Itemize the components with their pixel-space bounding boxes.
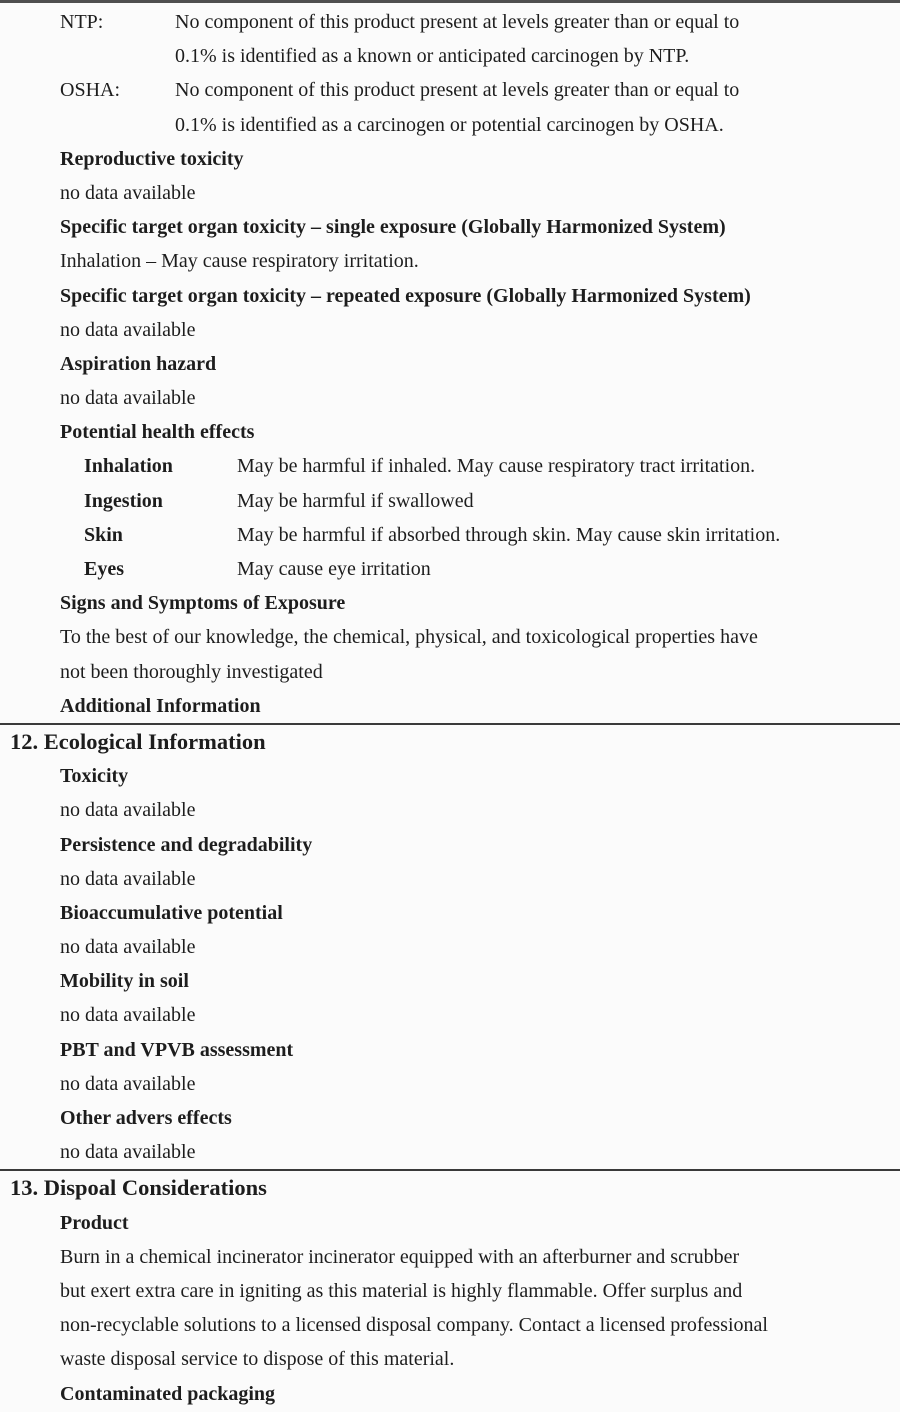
effect-row (0, 552, 900, 586)
line-text: Burn in a chemical incinerator incinerator equipped with an afterburner and scrubber (60, 1245, 740, 1268)
body-line (0, 930, 900, 964)
line-text: To the best of our knowledge, the chemical, physical, and toxicological properties have (60, 626, 758, 649)
subsection-heading (0, 586, 900, 620)
line-text: Contaminated packaging (60, 1382, 276, 1405)
line-text: 12. Ecological Information (10, 728, 266, 754)
line-text: Specific target organ toxicity – repeated exposure (Globally Harmonized System) (60, 284, 751, 307)
line-text: May be harmful if swallowed (237, 489, 474, 512)
effect-row (0, 449, 900, 483)
subsection-heading (0, 828, 900, 862)
body-line (0, 655, 900, 689)
line-text: no data available (60, 799, 196, 822)
line-text: Aspiration hazard (60, 352, 217, 375)
line-text: May cause eye irritation (237, 558, 431, 580)
line-text: Specific target organ toxicity – single exposure (Globally Harmonized System) (60, 216, 726, 239)
line-text: No component of this product present at levels greater than or equal to (175, 79, 740, 102)
line-text: May be harmful if absorbed through skin. May cause skin irritation. (237, 523, 781, 546)
effect-label: Skin (84, 523, 123, 546)
body-line (0, 1067, 900, 1101)
subsection-heading (0, 1206, 900, 1240)
body-line (0, 1274, 900, 1308)
line-text: Persistence and degradability (60, 833, 313, 856)
effect-label: Eyes (84, 558, 124, 580)
subsection-heading (0, 142, 900, 176)
subsection-heading (0, 210, 900, 244)
body-line (0, 862, 900, 896)
section-heading (0, 725, 900, 759)
line-text: 0.1% is identified as a known or anticipated carcinogen by NTP. (175, 45, 690, 68)
subsection-heading (0, 1033, 900, 1067)
line-text: Mobility in soil (60, 970, 189, 993)
line-text: no data available (60, 1141, 196, 1164)
line-text: no data available (60, 1004, 196, 1027)
line-text: 0.1% is identified as a carcinogen or potential carcinogen by OSHA. (175, 113, 724, 136)
line-text: PBT and VPVB assessment (60, 1038, 294, 1061)
line-text: but exert extra care in igniting as this material is highly flammable. Offer surplus and (60, 1279, 743, 1302)
body-line (0, 1240, 900, 1274)
section-heading (0, 1171, 900, 1205)
line-text: Additional Information (60, 694, 261, 717)
line-text: no data available (60, 181, 196, 204)
subsection-heading (0, 689, 900, 723)
line-text: no data available (60, 867, 196, 890)
continuation-line (0, 39, 900, 73)
effect-row (0, 518, 900, 552)
line-text: Other advers effects (60, 1107, 232, 1129)
effect-label: Inhalation (84, 455, 173, 478)
subsection-heading (0, 1377, 900, 1411)
line-text: 13. Dispoal Considerations (10, 1175, 267, 1201)
line-text: Signs and Symptoms of Exposure (60, 592, 346, 615)
hanging-row (0, 5, 900, 39)
line-text: Toxicity (60, 765, 129, 788)
line-text: no data available (60, 936, 196, 959)
line-text: Reproductive toxicity (60, 147, 244, 170)
line-text: No component of this product present at levels greater than or equal to (175, 11, 740, 33)
body-line (0, 793, 900, 827)
agency-label: NTP: (60, 11, 104, 33)
body-line (0, 176, 900, 210)
body-line (0, 620, 900, 654)
subsection-heading (0, 415, 900, 449)
subsection-heading (0, 964, 900, 998)
line-text: waste disposal service to dispose of this material. (60, 1348, 455, 1371)
subsection-heading (0, 347, 900, 381)
line-text: no data available (60, 1072, 196, 1095)
body-line (0, 1342, 900, 1376)
body-line (0, 1135, 900, 1169)
hanging-row (0, 73, 900, 107)
body-line (0, 1308, 900, 1342)
body-line (0, 381, 900, 415)
subsection-heading (0, 279, 900, 313)
subsection-heading (0, 759, 900, 793)
body-line (0, 313, 900, 347)
line-text: Bioaccumulative potential (60, 901, 283, 924)
line-text: non-recyclable solutions to a licensed disposal company. Contact a licensed professional (60, 1314, 768, 1337)
line-text: not been thoroughly investigated (60, 660, 323, 683)
subsection-heading (0, 896, 900, 930)
line-text: Product (60, 1211, 129, 1234)
agency-label: OSHA: (60, 79, 121, 102)
line-text: May be harmful if inhaled. May cause respiratory tract irritation. (237, 455, 756, 478)
effect-row (0, 484, 900, 518)
line-text: Inhalation – May cause respiratory irritation. (60, 250, 419, 273)
effect-label: Ingestion (84, 489, 163, 512)
continuation-line (0, 108, 900, 142)
subsection-heading (0, 1101, 900, 1135)
body-line (0, 244, 900, 278)
line-text: no data available (60, 318, 196, 341)
line-text: no data available (60, 387, 196, 410)
body-line (0, 998, 900, 1032)
line-text: Potential health effects (60, 421, 255, 444)
